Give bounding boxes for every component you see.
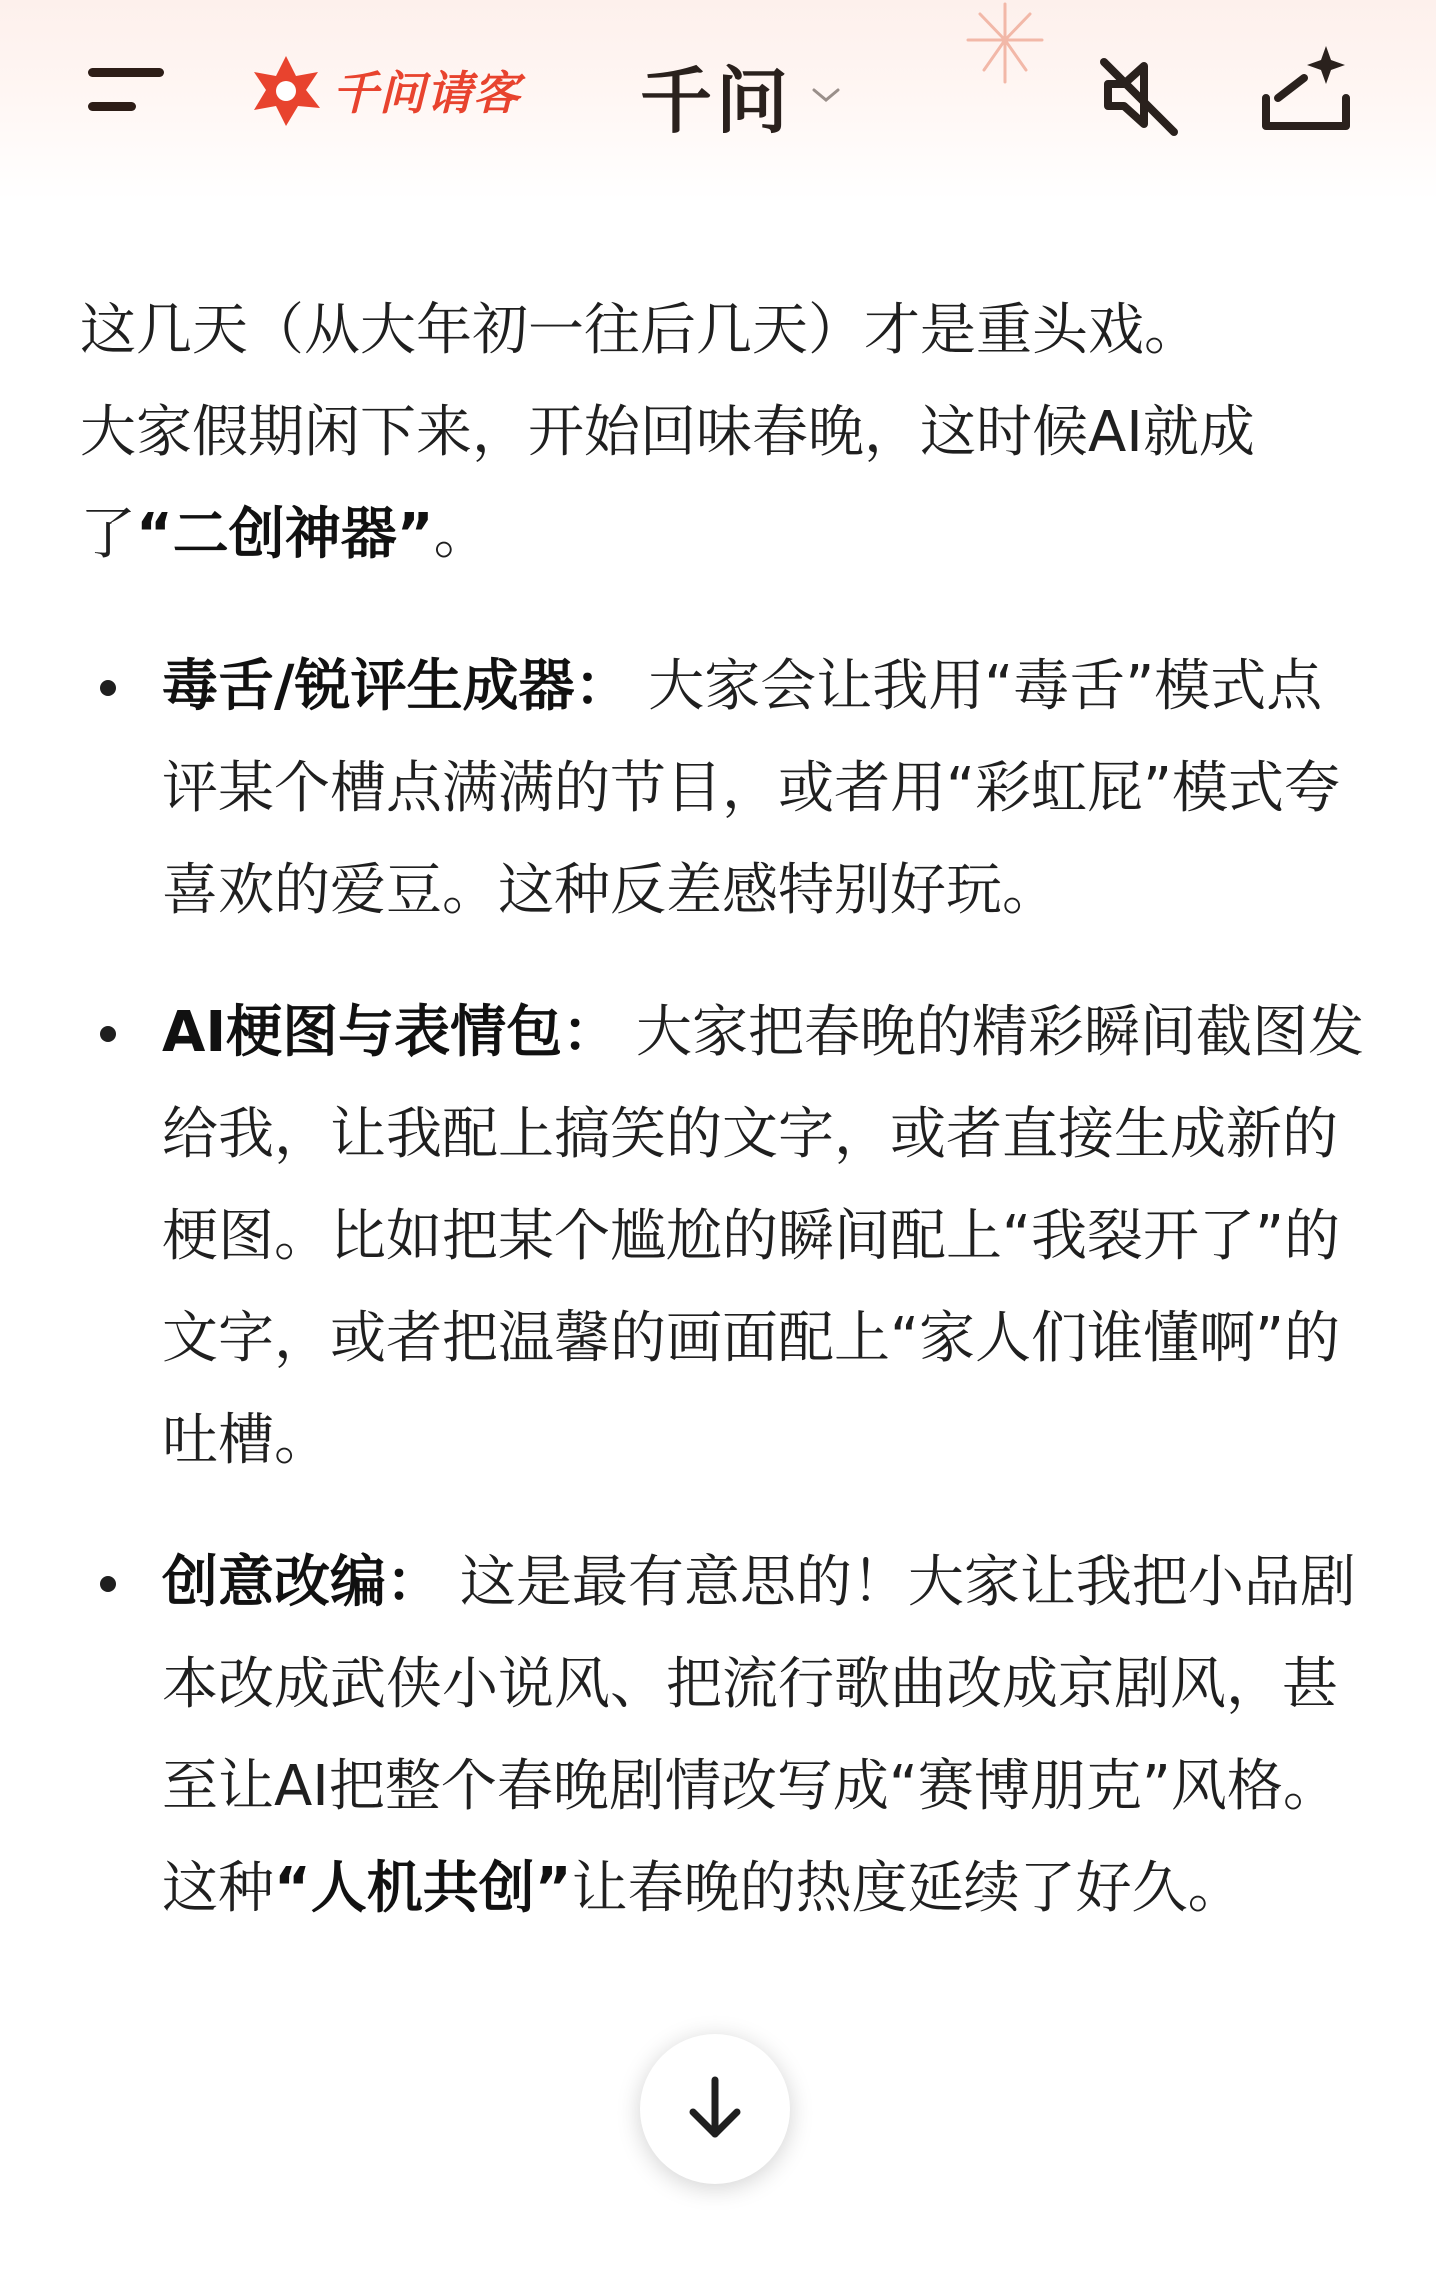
model-name: 千问: [640, 59, 793, 143]
intro-line-1: 这几天（从大年初一往后几天）才是重头戏。: [80, 298, 1200, 363]
list-item-highlight: “人机共创”: [274, 1856, 572, 1921]
intro-highlight: “二创神器”: [136, 502, 434, 567]
model-selector[interactable]: [640, 40, 844, 150]
bullet-icon: [100, 1576, 116, 1592]
list-item: [80, 1532, 1370, 1940]
new-chat-sparkle-icon[interactable]: [1256, 40, 1356, 140]
intro-line-2: 大家假期闲下来，开始回味春晚，这时候AI就成了: [80, 400, 1255, 567]
promo-label: 千问请客: [332, 66, 520, 120]
ai-response: [80, 280, 1370, 1980]
list-item-text: 大家会让我用“毒舌”模式点评某个槽点满满的节目，或者用“彩虹屁”模式夸喜欢的爱豆。这种反差感特别好玩。: [162, 654, 1341, 923]
promo-banner[interactable]: [246, 50, 520, 130]
firework-decoration-icon: [920, 0, 1090, 90]
list-item-title: AI梗图与表情包：: [162, 1000, 619, 1065]
menu-icon: [88, 68, 164, 77]
scroll-to-bottom-button[interactable]: [640, 2034, 790, 2184]
list-item-text: 这是最有意思的！大家让我把小品剧本改成武侠小说风、把流行歌曲改成京剧风，甚至让AI把整个春晚剧情改写成“赛博朋克”风格。这种: [162, 1550, 1356, 1921]
menu-button[interactable]: [84, 58, 174, 128]
top-bar: [0, 0, 1436, 200]
list-item-title: 毒舌/锐评生成器：: [162, 654, 631, 719]
list-item-title: 创意改编：: [162, 1550, 442, 1615]
intro-paragraph: [80, 280, 1370, 586]
bullet-icon: [100, 680, 116, 696]
list-item-text: 大家把春晚的精彩瞬间截图发给我，让我配上搞笑的文字，或者直接生成新的梗图。比如把某个尴尬的瞬间配上“我裂开了”的文字，或者把温馨的画面配上“家人们谁懂啊”的吐槽。: [162, 1000, 1364, 1473]
list-item: [80, 982, 1370, 1492]
intro-line-end: 。: [433, 502, 490, 567]
bullet-list: [80, 636, 1370, 1940]
chevron-down-icon: [808, 80, 844, 110]
bullet-icon: [100, 1026, 116, 1042]
arrow-down-icon: [685, 2074, 745, 2144]
gift-logo-icon: [246, 50, 326, 130]
list-item: [80, 636, 1370, 942]
list-item-text-end: 让春晚的热度延续了好久。: [571, 1856, 1244, 1921]
speaker-muted-icon[interactable]: [1094, 50, 1184, 140]
